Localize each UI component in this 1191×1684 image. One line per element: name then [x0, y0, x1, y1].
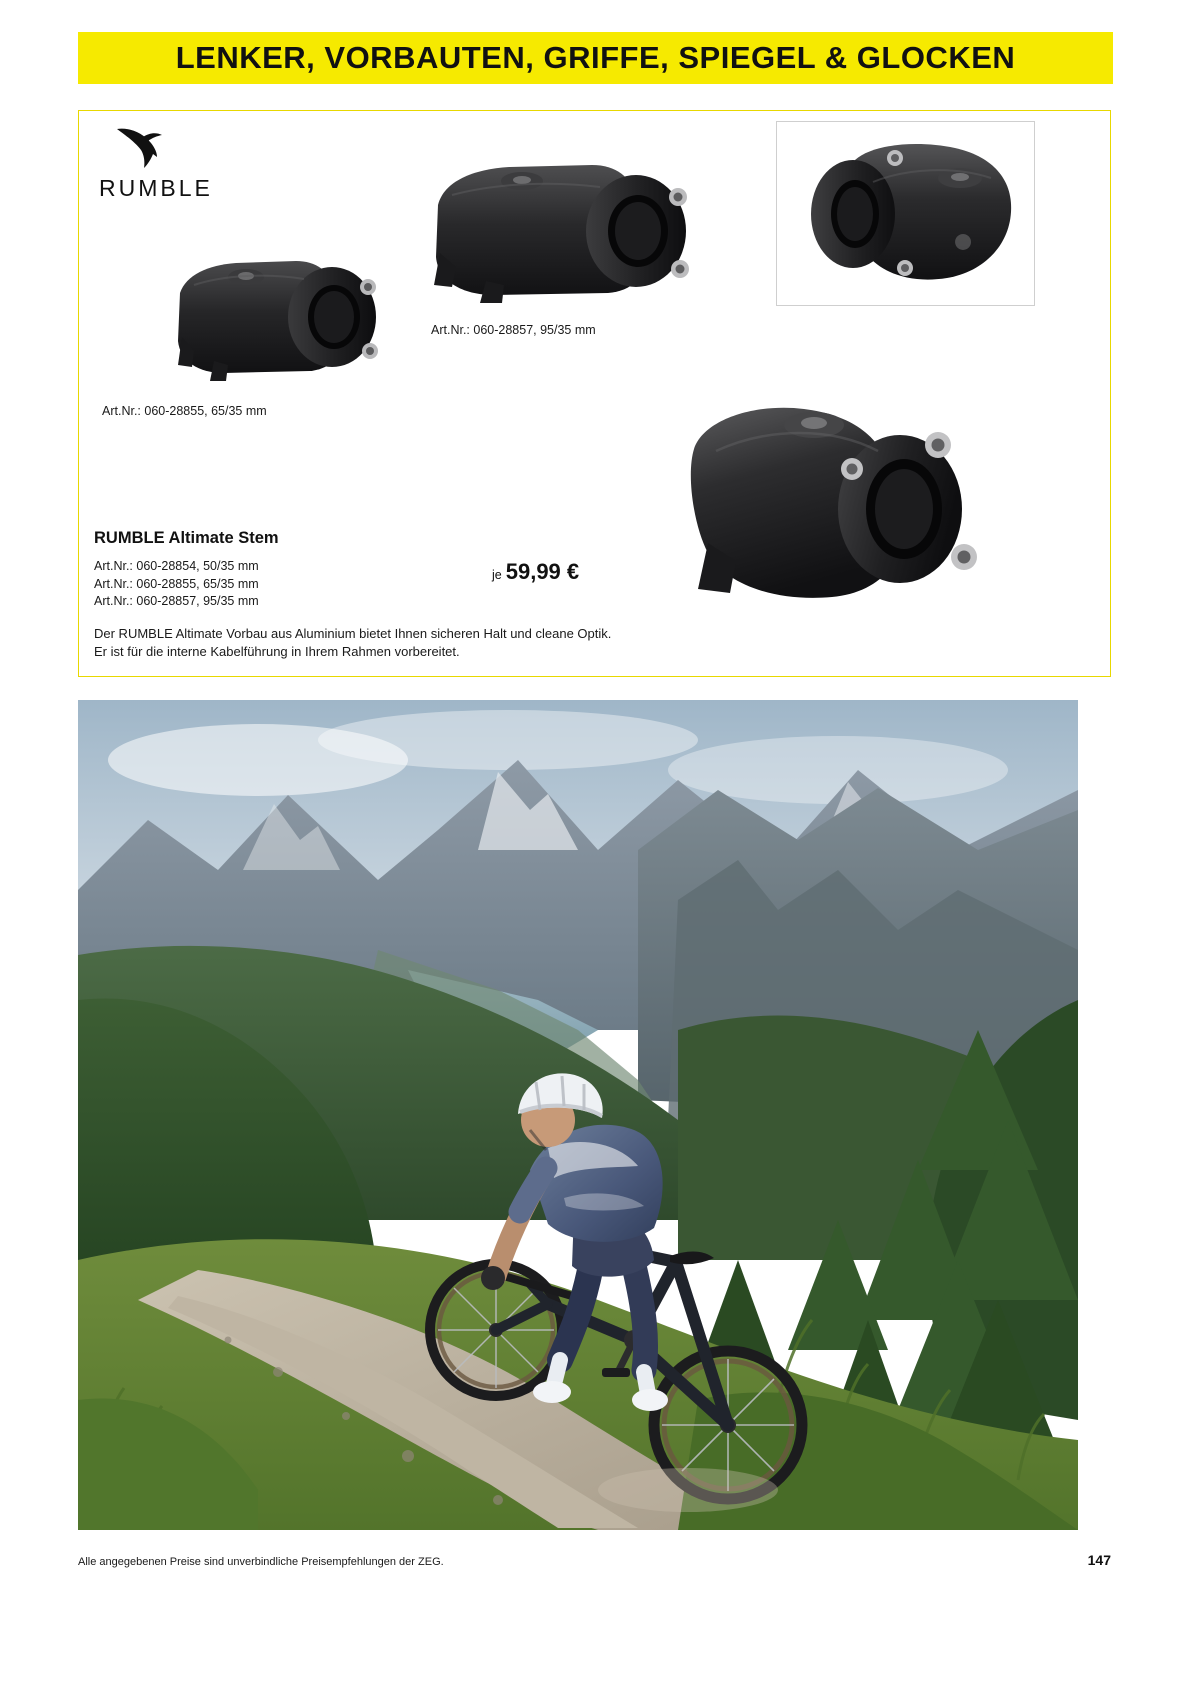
variant-item: Art.Nr.: 060-28855, 65/35 mm	[94, 576, 259, 591]
stem-left-caption: Art.Nr.: 060-28855, 65/35 mm	[102, 404, 267, 418]
product-description: Der RUMBLE Altimate Vorbau aus Aluminium bietet Ihnen sicheren Halt und cleane Optik. Er ist für die interne Kabelführung in Ihrem Rahmen vorbereitet.	[94, 626, 612, 659]
bird-icon	[113, 123, 169, 171]
brand-name: RUMBLE	[99, 175, 213, 201]
price-prefix: je	[492, 568, 502, 582]
price-value: 59,99 €	[505, 559, 580, 584]
variant-item: Art.Nr.: 060-28857, 95/35 mm	[94, 594, 259, 608]
stem-top-caption: Art.Nr.: 060-28857, 95/35 mm	[431, 323, 596, 337]
hero-photo	[78, 700, 1078, 1530]
price-block	[492, 559, 579, 585]
product-title: RUMBLE Altimate Stem	[94, 529, 279, 547]
stem-image-left	[164, 241, 424, 401]
variant-item: Art.Nr.: 060-28854, 50/35 mm	[94, 559, 259, 573]
page-header-banner	[78, 32, 1113, 84]
stem-image-top	[424, 149, 724, 319]
stem-detail-inset	[776, 121, 1035, 306]
brand-logo	[99, 123, 249, 202]
footer-note: Alle angegebenen Preise sind unverbindliche Preisempfehlungen der ZEG.	[78, 1556, 444, 1568]
page-number: 147	[1087, 1552, 1111, 1568]
page-title: LENKER, VORBAUTEN, GRIFFE, SPIEGEL & GLOCKEN	[175, 40, 1016, 75]
stem-image-large	[664, 393, 1014, 623]
product-panel	[78, 110, 1111, 677]
product-variant-list	[94, 558, 259, 611]
